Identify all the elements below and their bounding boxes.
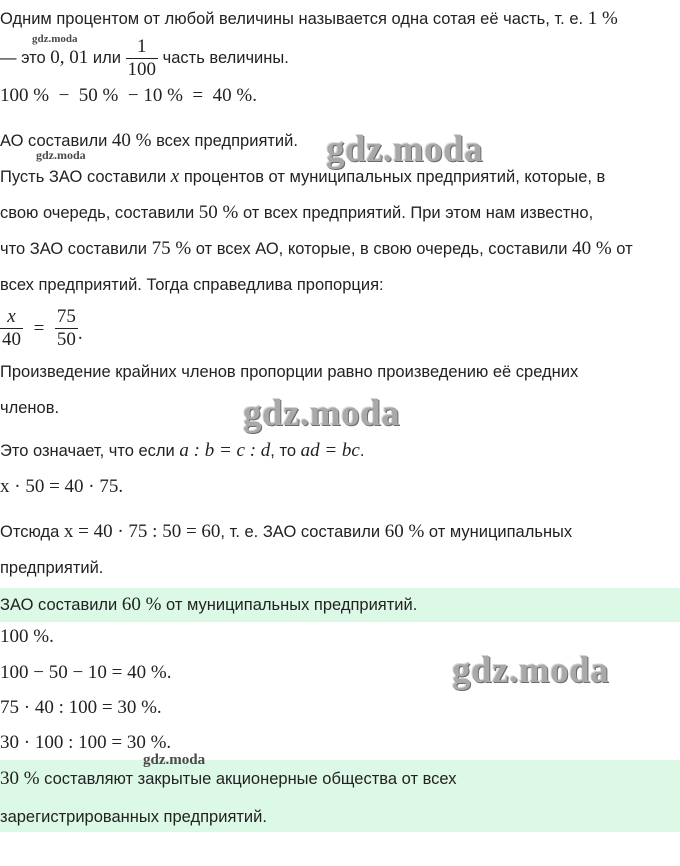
fifty-percent: 50 % [198, 202, 239, 223]
assumption-text-b: процентов от муниципальных предприятий, которые, в [183, 168, 606, 186]
rule-text: Это означает, что если [0, 442, 175, 460]
assumption-line-3 [0, 238, 633, 260]
ao-share-value: 40 % [111, 130, 152, 151]
proportion-left [0, 306, 23, 351]
answer-2-text: составляют закрытые акционерные общества от всех [44, 770, 457, 788]
assumption-text-d: от всех предприятий. При этом нам известно, [242, 204, 594, 222]
proportion-equals: = [33, 317, 45, 339]
assumption-text-c: свою очередь, составили [0, 204, 195, 222]
variable-x: x [170, 166, 180, 187]
watermark-small-3: gdz.moda [143, 752, 206, 768]
property-line-2: членов. [0, 399, 60, 417]
assumption-line-1 [0, 166, 605, 188]
answer-1-text: ЗАО составили [0, 596, 118, 614]
solution-mid: , т. е. ЗАО составили [220, 523, 381, 541]
assumption-line-4: всех предприятий. Тогда справедлива пропорция: [0, 276, 384, 294]
forty-percent: 40 % [572, 238, 612, 259]
watermark-small-2: gdz.moda [36, 148, 86, 162]
watermark-small-1: gdz.moda [32, 33, 78, 45]
or-text: или [92, 48, 121, 67]
equation-1: 100 % − 50 % − 10 % = 40 %. [0, 85, 257, 106]
answer-1 [0, 594, 417, 616]
definition-tail: часть величины. [162, 48, 289, 67]
one-percent: 1 % [587, 8, 618, 29]
calc-line-3: 75 · 40 : 100 = 30 %. [0, 697, 162, 718]
definition-dash-text: — это [0, 48, 46, 67]
solution-line-2: предприятий. [0, 559, 104, 577]
calc-line-1: 100 %. [0, 626, 54, 647]
watermark-large-3: gdz.moda [452, 650, 610, 691]
assumption-text-f: от всех АО, которые, в свою очередь, составили [195, 240, 568, 258]
proportion-left-num: x [7, 306, 16, 327]
solution-math: x = 40 · 75 : 50 = 60 [63, 521, 221, 542]
ao-share-tail: всех предприятий. [156, 132, 298, 150]
proportion-right [55, 306, 78, 351]
decimal-value: 0, 01 [50, 46, 89, 68]
definition-line-1 [0, 8, 618, 30]
assumption-text-g: от [616, 240, 633, 258]
answer-2-line-2: зарегистрированных предприятий. [0, 808, 267, 826]
answer-1-tail: от муниципальных предприятий. [166, 596, 418, 614]
fraction-one-hundredth [126, 36, 159, 81]
rule-proportion: a : b = c : d [179, 440, 271, 461]
proportion-dot: . [77, 322, 83, 344]
rule-product: ad = bc [300, 440, 360, 461]
solution-line-1 [0, 521, 572, 543]
solution-text: Отсюда [0, 523, 60, 541]
equation-2: x · 50 = 40 · 75. [0, 476, 124, 497]
watermark-large-1: gdz.moda [326, 129, 484, 170]
rule-line [0, 440, 364, 462]
answer-2-value: 30 % [0, 768, 40, 789]
rule-end: . [359, 442, 365, 460]
answer-2-line-1 [0, 768, 457, 790]
proportion [0, 306, 83, 351]
fraction-denominator: 100 [127, 59, 157, 80]
property-line-1: Произведение крайних членов пропорции равно произведению её средних [0, 363, 579, 381]
calc-line-4: 30 · 100 : 100 = 30 %. [0, 732, 172, 753]
sixty-percent: 60 % [384, 521, 425, 542]
proportion-right-num: 75 [56, 306, 76, 327]
seventy-five-percent: 75 % [151, 238, 192, 259]
ao-share-text: АО составили [0, 132, 108, 150]
fraction-numerator: 1 [137, 36, 147, 57]
rule-then: , то [270, 442, 297, 460]
watermark-large-2: gdz.moda [243, 393, 401, 434]
answer-1-value: 60 % [121, 594, 162, 615]
proportion-right-den: 50 [56, 329, 76, 350]
assumption-text-a: Пусть ЗАО составили [0, 168, 167, 186]
calc-line-2: 100 − 50 − 10 = 40 %. [0, 662, 172, 683]
solution-tail: от муниципальных [428, 523, 573, 541]
definition-text: Одним процентом от любой величины называется одна сотая её часть, т. е. [0, 10, 584, 28]
proportion-left-den: 40 [2, 329, 21, 350]
assumption-line-2 [0, 202, 593, 224]
assumption-text-e: что ЗАО составили [0, 240, 147, 258]
